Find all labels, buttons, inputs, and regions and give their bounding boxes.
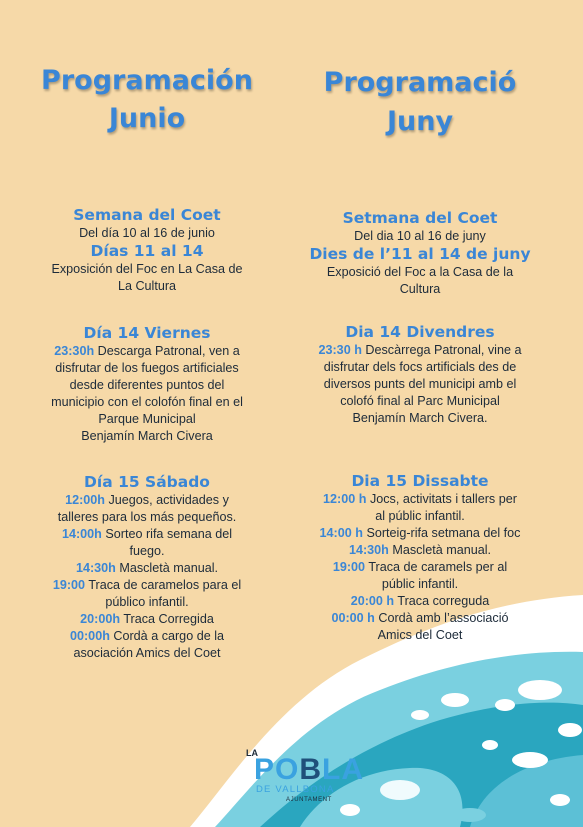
logo-pobla [254,754,364,786]
event-text: disfrutar dels focs artificials des de [323,360,517,374]
logo-pobla-part: LA [322,753,365,786]
event-line [275,342,565,359]
section-heading: Día 14 Viernes [83,324,211,342]
section-heading: Dia 15 Dissabte [351,472,489,490]
event-time: 12:00h [65,493,105,507]
section-heading: Semana del Coet [73,206,221,224]
event-text: Traca de caramels per al [365,560,508,574]
event-text: público infantil. [105,595,189,609]
event-time: 14:30h [348,543,389,557]
event-time: 19:00 [332,560,366,574]
logo-pobla-part: PO [254,753,300,786]
event-text: desde diferentes puntos del [69,378,225,392]
event-line [2,611,292,628]
event-text: Traca correguda [394,594,490,608]
section-text: La Cultura [117,279,177,293]
event-time: 20:00h [80,612,121,626]
logo-la: LA [246,748,258,758]
event-line [275,593,565,610]
event-line [275,559,565,576]
event-text: Jocs, activitats i tallers per [366,492,517,506]
event-text: asociación Amics del Coet [73,646,221,660]
logo-ajuntament: AJUNTAMENT [286,797,332,803]
title-es-line1: Programación [41,65,253,96]
event-time: 23:30 h [318,343,362,357]
event-time: 20:00 h [350,594,395,608]
event-text: Juegos, actividades y [104,493,229,507]
section-dissabte-va [275,472,565,644]
section-subheading: Dies de l’11 al 14 de juny [309,245,531,263]
event-line [275,525,565,542]
title-va-line2: Juny [386,106,454,137]
section-setmana-va [275,209,565,298]
event-text: al públic infantil. [375,509,465,523]
section-text: Cultura [399,282,441,296]
event-time: 12:00 h [323,492,367,506]
event-text: Traca de caramelos para el [85,578,242,592]
event-line [2,343,292,360]
event-line [275,491,565,508]
event-time: 14:00h [61,527,102,541]
event-line [2,577,292,594]
section-heading: Dia 14 Divendres [345,323,495,341]
event-text: Benjamín March Civera [81,429,213,443]
event-text: diversos punts del municipi amb el [323,377,517,391]
section-dates: Del dia 10 al 16 de juny [354,229,486,243]
event-time: 14:30h [75,561,116,575]
la-pobla-de-vallbona-logo [246,748,365,810]
event-text: Descarga Patronal, ven a [94,344,240,358]
event-text: Sorteig-rifa setmana del foc [362,526,521,540]
event-text: Cordà a cargo de la [109,629,225,643]
event-text: Mascletà manual. [388,543,492,557]
section-text: Exposición del Foc en La Casa de [51,262,243,276]
event-time: 14:00 h [319,526,363,540]
title-es-line2: Junio [108,103,186,134]
logo-de-vallbona: DE VALLBONA [256,784,335,795]
event-line [2,492,292,509]
section-divendres-va [275,323,565,427]
event-line [2,560,292,577]
event-text: colofó final al Parc Municipal [340,394,500,408]
section-dates: Del día 10 al 16 de junio [79,226,215,240]
event-line [275,610,565,627]
event-text: disfrutar de los fuegos artificiales [55,361,239,375]
event-text: Traca Corregida [120,612,214,626]
event-text: municipio con el colofón final en el [51,395,243,409]
event-text: fuego. [129,544,165,558]
event-time: 00:00 h [331,611,375,625]
section-heading: Setmana del Coet [342,209,498,227]
event-time: 19:00 [52,578,86,592]
event-text: Amics del Coet [377,628,463,642]
event-text: públic infantil. [381,577,459,591]
event-text: talleres para los más pequeños. [57,510,237,524]
section-sabado-es [2,473,292,662]
title-va-line1: Programació [323,67,517,98]
event-time: 00:00h [69,629,110,643]
event-text: Benjamín March Civera. [352,411,488,425]
event-text: Descàrrega Patronal, vine a [361,343,522,357]
logo-pobla-part: B [299,753,323,786]
section-text: Exposició del Foc a la Casa de la [326,265,514,279]
event-text: Mascletà manual. [115,561,219,575]
section-subheading: Días 11 al 14 [90,242,204,260]
event-line [2,628,292,645]
event-text: Cordà amb l’associació [374,611,509,625]
event-line [275,542,565,559]
event-text: Parque Municipal [98,412,196,426]
section-viernes-es [2,324,292,445]
event-time: 23:30h [54,344,95,358]
event-text: Sorteo rifa semana del [101,527,233,541]
event-line [2,526,292,543]
section-semana-es [2,206,292,295]
section-heading: Día 15 Sábado [84,473,210,491]
